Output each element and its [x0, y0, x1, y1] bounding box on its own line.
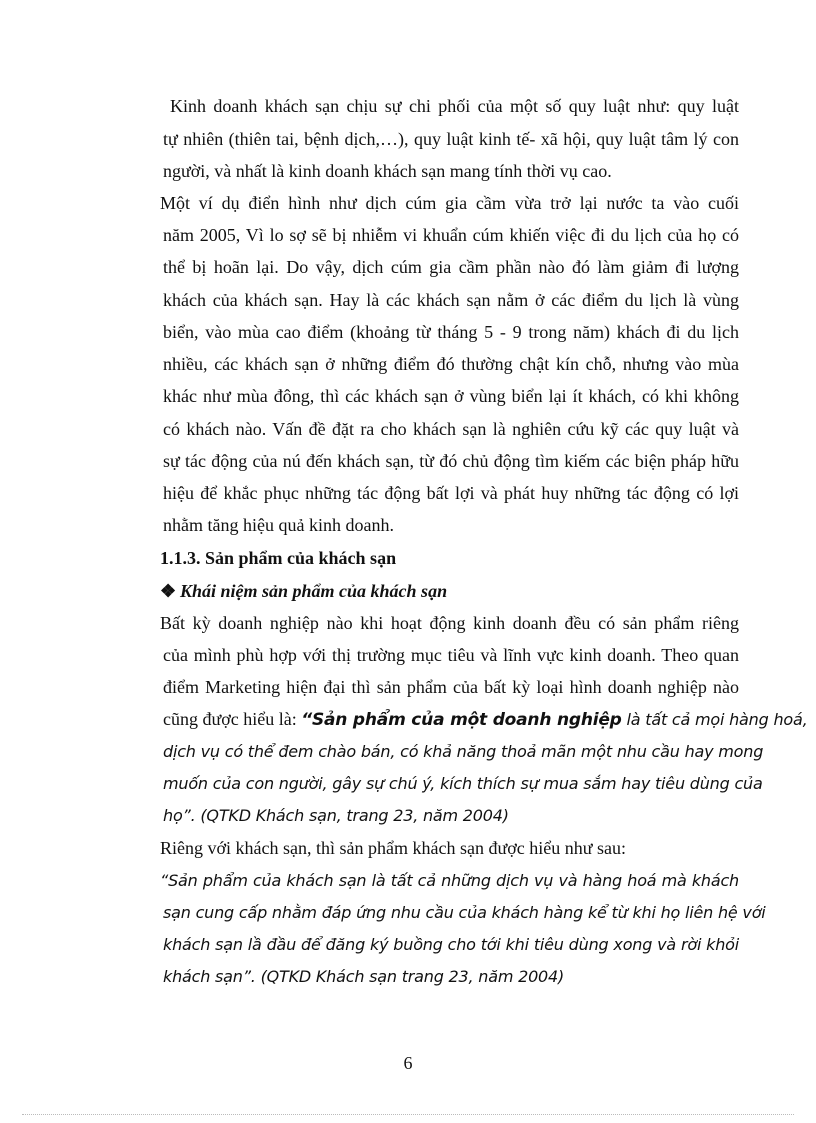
text-line: thể bị hoãn lại. Do vậy, dịch cúm gia cầm phần nào đó làm giảm đi lượng — [163, 257, 739, 277]
text-line: khác như mùa đông, thì các khách sạn ở vùng biển lại ít khách, có khi không — [163, 386, 739, 406]
text-line: sự tác động của nú đến khách sạn, từ đó chủ động tìm kiếm các biện pháp hữu — [163, 451, 739, 471]
subheading — [160, 580, 736, 602]
text-line — [163, 708, 808, 731]
text-line: năm 2005, Vì lo sợ sẽ bị nhiễm vi khuẩn cúm khiến việc đi du lịch của họ có — [163, 225, 739, 245]
quote-line: dịch vụ có thể đem chào bán, có khả năng thoả mãn một nhu cầu hay mong — [163, 742, 764, 761]
text-line: Riêng với khách sạn, thì sản phẩm khách sạn được hiểu như sau: — [160, 838, 626, 858]
text-line: Kinh doanh khách sạn chịu sự chi phối của một số quy luật như: quy luật — [170, 96, 739, 116]
quote-line: muốn của con người, gây sự chú ý, kích thích sự mua sắm hay tiêu dùng của — [163, 774, 763, 793]
quote-line: “Sản phẩm của khách sạn là tất cả những dịch vụ và hàng hoá mà khách — [160, 871, 739, 890]
text-line: Bất kỳ doanh nghiệp nào khi hoạt động kinh doanh đều có sản phẩm riêng — [160, 613, 739, 633]
text-line: biển, vào mùa cao điểm (khoảng từ tháng 5 - 9 trong năm) khách đi du lịch — [163, 322, 739, 342]
text-line: có khách nào. Vấn đề đặt ra cho khách sạn là nghiên cứu kỹ các quy luật và — [163, 419, 739, 439]
text-run: là tất cả mọi hàng hoá, — [621, 710, 808, 729]
quote-line: khách sạn”. (QTKD Khách sạn trang 23, năm 2004) — [163, 967, 565, 986]
quote-line: sạn cung cấp nhằm đáp ứng nhu cầu của khách hàng kể từ khi họ liên hệ với — [163, 903, 766, 922]
text-line: hiệu để khắc phục những tác động bất lợi và phát huy những tác động có lợi — [163, 483, 739, 503]
quote-line: khách sạn lầ đầu để đăng ký buồng cho tới khi tiêu dùng xong và rời khỏi — [163, 935, 739, 954]
page-number: 6 — [403, 1053, 413, 1073]
text-line: Một ví dụ điển hình như dịch cúm gia cầm vừa trở lại nước ta vào cuối — [160, 193, 739, 213]
definition-term: “Sản phẩm của một doanh nghiệp — [301, 710, 622, 730]
quote-line: họ”. (QTKD Khách sạn, trang 23, năm 2004) — [163, 806, 509, 825]
text-line: khách của khách sạn. Hay là các khách sạn nằm ở các điểm du lịch là vùng — [163, 290, 739, 310]
section-heading: 1.1.3. Sản phẩm của khách sạn — [160, 548, 397, 568]
text-line: tự nhiên (thiên tai, bệnh dịch,…), quy luật kinh tế- xã hội, quy luật tâm lý con — [163, 129, 739, 149]
text-run: cũng được hiểu là: — [163, 709, 302, 729]
text-line: điểm Marketing hiện đại thì sản phẩm của bất kỳ loại hình doanh nghiệp nào — [163, 677, 739, 697]
text-line: của mình phù hợp với thị trường mục tiêu và lĩnh vực kinh doanh. Theo quan — [163, 645, 739, 665]
footer-divider — [22, 1114, 794, 1115]
text-line: người, và nhất là kinh doanh khách sạn mang tính thời vụ cao. — [163, 161, 612, 181]
text-line: nhằm tăng hiệu quả kinh doanh. — [163, 515, 394, 535]
text-line: nhiều, các khách sạn ở những điểm đó thường chật kín chỗ, nhưng vào mùa — [163, 354, 739, 374]
subheading-text: Khái niệm sản phẩm của khách sạn — [180, 581, 448, 601]
diamond-bullet-icon: ❖ — [160, 581, 177, 601]
